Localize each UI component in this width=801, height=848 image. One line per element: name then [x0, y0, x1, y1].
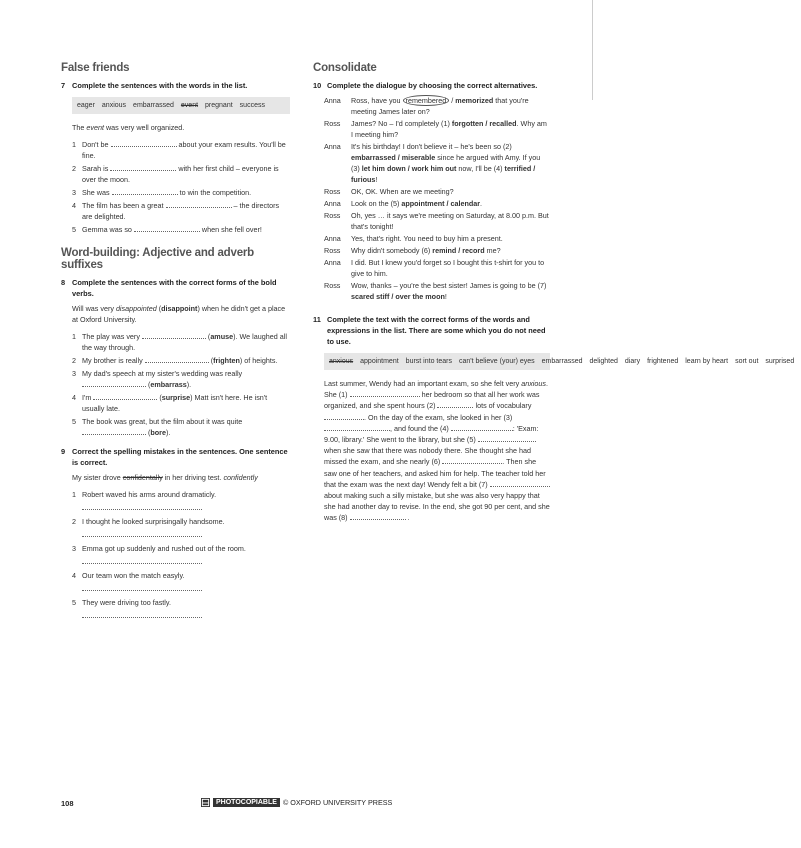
text-segment: now, I'll be (4): [456, 164, 505, 173]
answer-blank: [112, 187, 178, 195]
item-text-post: about your exam results. You'll be fine.: [82, 140, 286, 160]
page-edge-line: [592, 0, 593, 100]
dialogue-line: [324, 257, 550, 279]
text-segment: I did. But I knew you'd forget so I bought this t-shirt for you to give to him.: [351, 258, 545, 278]
item-text: [82, 187, 290, 198]
alternatives: terrified / furious: [351, 164, 536, 184]
item-number: 5: [72, 598, 76, 607]
dialogue-text: [351, 233, 550, 244]
example-word: anxious: [521, 379, 546, 388]
word-list-item: can't believe (your) eyes: [458, 358, 535, 365]
text-segment: Yes, that's right. You need to buy him a present.: [351, 234, 503, 243]
dialogue: [313, 95, 550, 302]
item-number: 3: [72, 369, 76, 378]
text-segment: me?: [484, 246, 501, 255]
circled-answer: remembered: [403, 95, 450, 106]
item-text-pre: Gemma was so: [82, 225, 134, 234]
answer-line: [82, 501, 202, 510]
item-text: The book was great, but the film about it was quite (bore).: [82, 417, 243, 437]
answer-blank: [451, 423, 513, 431]
text-segment: Last summer, Wendy had an important exam, so she felt very: [324, 379, 522, 388]
item-text: [82, 200, 290, 222]
item-text-pre: I'm: [82, 393, 94, 402]
text-segment: Ross, have you: [351, 96, 403, 105]
item-text-post: .: [168, 428, 171, 437]
word-list-item: burst into tears: [405, 358, 452, 365]
text-segment: Look on the (5): [351, 199, 402, 208]
exercise-10: [313, 80, 550, 302]
word-list-item: delighted: [589, 358, 618, 365]
item-number: 1: [72, 490, 76, 499]
answer-blank: [350, 389, 420, 397]
list-item: [72, 139, 290, 161]
item-text: The play was very (amuse). We laughed all the way through.: [82, 332, 287, 352]
list-item: [72, 489, 290, 500]
gap-fill-text: [324, 378, 550, 524]
dialogue-text: [351, 198, 550, 209]
speaker-name: Ross: [324, 211, 341, 220]
alternatives: appointment / calendar: [401, 199, 481, 208]
example-sentence: My sister drove confidentally in her driving test. confidently: [72, 473, 258, 482]
bold-verb: bore: [150, 428, 166, 437]
item-text-post: Matt isn't here. He isn't usually late.: [82, 393, 268, 413]
text-segment: OK, OK. When are we meeting?: [351, 187, 454, 196]
text-segment: .: [405, 513, 410, 523]
item-number: 4: [72, 571, 76, 580]
text-segment: . She (1): [324, 379, 548, 400]
text-segment: when she saw that there was nobody there. She thought she had missed the exam, and she nearly (6): [324, 446, 531, 467]
exercise-items: [72, 139, 290, 235]
exercise-instruction: Complete the dialogue by choosing the correct alternatives.: [327, 81, 538, 90]
copyright-line: [201, 798, 392, 807]
speaker-name: Ross: [324, 119, 341, 128]
item-text: [82, 163, 290, 185]
dialogue-text: [351, 118, 550, 140]
word-list-item: event: [180, 102, 199, 109]
answer-blank: [93, 392, 157, 400]
text-segment: lots of vocabulary: [473, 401, 532, 411]
speaker-name: Anna: [324, 258, 341, 267]
dialogue-line: [324, 118, 550, 140]
dialogue-line: [324, 233, 550, 244]
dialogue-text: [351, 257, 550, 279]
dialogue-text: [351, 95, 550, 117]
item-number: 2: [72, 164, 76, 173]
item-number: 3: [72, 544, 76, 553]
answer-blank: [134, 224, 200, 232]
section-title-consolidate: Consolidate: [313, 62, 377, 74]
dialogue-line: [324, 141, 550, 185]
answer-blank: [166, 200, 232, 208]
text-segment: . Why am I meeting him?: [351, 119, 547, 139]
word-list-item: embarrassed: [133, 102, 174, 109]
item-text: My brother is really (frighten) of heights.: [82, 356, 278, 365]
item-text-pre: The film has been a great: [82, 201, 166, 210]
copyright-text: © OXFORD UNIVERSITY PRESS: [282, 798, 393, 807]
exercise-items: [72, 489, 290, 618]
list-item: [72, 392, 290, 414]
section-title-false-friends: False friends: [61, 62, 130, 74]
item-number: 4: [72, 393, 76, 402]
item-number: 2: [72, 517, 76, 526]
item-text-pre: My dad's speech at my sister's wedding was really: [82, 369, 243, 378]
item-text-pre: She was: [82, 188, 112, 197]
speaker-name: Anna: [324, 142, 341, 151]
dialogue-text: [351, 280, 550, 302]
answer-blank: [111, 139, 177, 147]
list-item: [72, 516, 290, 527]
list-item: [72, 355, 290, 366]
exercise-9: [61, 446, 290, 618]
example-sentence: Will was very disappointed (disappoint) when he didn't get a place at Oxford University.: [72, 304, 286, 324]
dialogue-line: [324, 186, 550, 197]
word-list-item: appointment: [360, 358, 399, 365]
dialogue-line: [324, 245, 550, 256]
item-text: I thought he looked surprisingally handsome.: [82, 517, 225, 526]
item-text-post: to win the competition.: [177, 188, 252, 197]
dialogue-line: [324, 280, 550, 302]
list-item: [72, 331, 290, 353]
alternatives: remind / record: [432, 246, 485, 255]
word-list-item: anxious: [329, 358, 354, 365]
answer-blank: [437, 400, 473, 408]
exercise-instruction: Complete the sentences with the words in the list.: [72, 81, 248, 90]
item-text: Our team won the match easyly.: [82, 571, 185, 580]
text-segment: It's his birthday! I don't believe it – he's been so (2): [351, 142, 512, 151]
list-item: [72, 224, 290, 235]
bold-verb: amuse: [210, 332, 234, 341]
exercise-number: 7: [61, 81, 66, 90]
answer-blank: [478, 434, 536, 442]
exercise-items: [72, 331, 290, 438]
item-text: [82, 224, 290, 235]
list-item: [72, 368, 290, 390]
item-text-pre: Don't be: [82, 140, 111, 149]
speaker-name: Ross: [324, 187, 341, 196]
text-segment: : 'Exam: 9.00, library.' She went to the library, but she (5): [324, 423, 539, 445]
item-text-pre: Sarah is: [82, 164, 111, 173]
word-list-item: sort out: [735, 358, 759, 365]
answer-blank: [324, 412, 364, 420]
answer-line: [82, 582, 202, 591]
text-segment: Why didn't somebody (6): [351, 246, 433, 255]
item-text: My dad's speech at my sister's wedding was really (embarrass).: [82, 369, 243, 389]
item-text-post: . We laughed all the way through.: [82, 332, 287, 352]
item-text-pre: The book was great, but the film about it was quite: [82, 417, 243, 426]
word-list-item: eager: [77, 102, 95, 109]
answer-blank: [110, 163, 176, 171]
text-segment: !: [444, 292, 447, 301]
word-list-box: [72, 97, 290, 114]
exercise-8: [61, 277, 290, 438]
speaker-name: Ross: [324, 246, 341, 255]
exercise-instruction: Correct the spelling mistakes in the sentences. One sentence is correct.: [72, 447, 288, 467]
bold-verb: surprise: [161, 393, 191, 402]
dialogue-line: [324, 198, 550, 209]
item-text-pre: The play was very: [82, 332, 142, 341]
exercise-number: 9: [61, 447, 66, 456]
speaker-name: Anna: [324, 96, 341, 105]
text-segment: her bedroom so that all her work was organized, and she spent hours (2): [324, 390, 540, 411]
answer-blank: [442, 456, 502, 464]
answer-blank: [350, 512, 406, 520]
photocopy-icon: [201, 798, 210, 807]
dialogue-text: [351, 141, 550, 185]
exercise-instruction: Complete the text with the correct forms of the words and expressions in the list. There are some which you do not need to use.: [327, 315, 546, 346]
alternatives: let him down / work him out: [361, 164, 457, 173]
item-number: 1: [72, 332, 76, 341]
word-list-item: surprised: [765, 358, 795, 365]
item-number: 4: [72, 201, 76, 210]
item-number: 5: [72, 417, 76, 426]
alternatives: embarrassed / miserable: [351, 153, 436, 162]
item-text: I'm (surprise) Matt isn't here. He isn't usually late.: [82, 393, 268, 413]
word-list-item: success: [239, 102, 265, 109]
bold-verb: frighten: [213, 356, 240, 365]
item-text-post: of heights.: [242, 356, 278, 365]
text-segment: about making such a silly mistake, but she was also very happy that she had another day to revise. In the end, she got 90 per cent, and she was (8): [324, 491, 550, 523]
dialogue-line: [324, 210, 550, 232]
list-item: [72, 570, 290, 581]
section-title-word-building: Word-building: Adjective and adverb suffixes: [61, 247, 254, 271]
item-number: 1: [72, 140, 76, 149]
word-list-item: anxious: [101, 102, 127, 109]
exercise-number: 8: [61, 278, 66, 287]
dialogue-line: [324, 95, 550, 117]
answer-blank: [490, 479, 550, 487]
list-item: [72, 597, 290, 608]
word-list-item: embarrassed: [541, 358, 583, 365]
text-segment: since he argued with Amy. If you (3): [351, 153, 541, 173]
text-segment: James? No – I'd completely (1): [351, 119, 452, 128]
dialogue-text: [351, 210, 550, 232]
list-item: [72, 163, 290, 185]
speaker-name: Anna: [324, 234, 341, 243]
dialogue-text: [351, 186, 550, 197]
word-list-box: [324, 353, 795, 370]
bold-verb: embarrass: [150, 380, 187, 389]
left-column: [61, 58, 290, 624]
item-text-post: with her first child – everyone is over the moon.: [82, 164, 279, 184]
alternatives: scared stiff / over the moon: [351, 292, 445, 301]
exercise-number: 11: [313, 315, 321, 324]
item-number: 3: [72, 188, 76, 197]
example-sentence: The event was very well organized.: [72, 123, 185, 132]
item-text-post: .: [189, 380, 192, 389]
word-list-item: diary: [624, 358, 641, 365]
footer: [61, 798, 551, 812]
alternatives: forgotten / recalled: [451, 119, 517, 128]
exercise-number: 10: [313, 81, 322, 90]
answer-blank: [145, 355, 209, 363]
text-segment: . Then she saw one of her teachers, and asked him for help. The teacher told her that the exam was the next day! Wendy felt a bit (7): [324, 457, 546, 489]
answer-line: [82, 528, 202, 537]
answer-blank: [82, 427, 146, 435]
dialogue-text: [351, 245, 550, 256]
exercise-instruction: Complete the sentences with the correct forms of the bold verbs.: [72, 278, 277, 298]
alternatives: memorized: [455, 96, 494, 105]
item-text-post: – the directors are delighted.: [82, 201, 280, 221]
item-number: 2: [72, 356, 76, 365]
list-item: [72, 187, 290, 198]
word-list-item: learn by heart: [685, 358, 729, 365]
text-segment: . On the day of the exam, she looked in her (3): [364, 412, 513, 422]
text-segment: Oh, yes … it says we're meeting on Saturday, at 8.00 p.m. But that's tonight!: [351, 211, 549, 231]
word-list-item: frightened: [647, 358, 679, 365]
list-item: [72, 543, 290, 554]
exercise-11: [313, 314, 795, 524]
list-item: [72, 200, 290, 222]
speaker-name: Anna: [324, 199, 341, 208]
text-segment: that you're meeting James later on?: [351, 96, 529, 116]
right-column: [313, 58, 795, 524]
item-text: Emma got up suddenly and rushed out of the room.: [82, 544, 246, 553]
text-segment: Wow, thanks – you're the best sister! James is going to be (7): [351, 281, 547, 290]
item-text-post: when she fell over!: [199, 225, 262, 234]
answer-blank: [142, 331, 206, 339]
text-segment: , and found the (4): [390, 423, 451, 433]
item-text: They were driving too fastly.: [82, 598, 171, 607]
item-text-pre: My brother is really: [82, 356, 145, 365]
answer-blank: [324, 423, 390, 431]
answer-line: [82, 555, 202, 564]
item-number: 5: [72, 225, 76, 234]
page-number: 108: [61, 799, 74, 808]
text-segment: /: [449, 96, 456, 105]
exercise-7: [61, 80, 290, 235]
speaker-name: Ross: [324, 281, 341, 290]
list-item: [72, 416, 290, 438]
word-list-item: pregnant: [205, 102, 233, 109]
text-segment: !: [375, 175, 378, 184]
item-text: Robert waved his arms around dramaticly.: [82, 490, 217, 499]
text-segment: .: [480, 199, 483, 208]
photocopiable-badge: PHOTOCOPIABLE: [213, 798, 280, 807]
item-text: [82, 139, 290, 161]
answer-blank: [82, 379, 146, 387]
answer-line: [82, 609, 202, 618]
